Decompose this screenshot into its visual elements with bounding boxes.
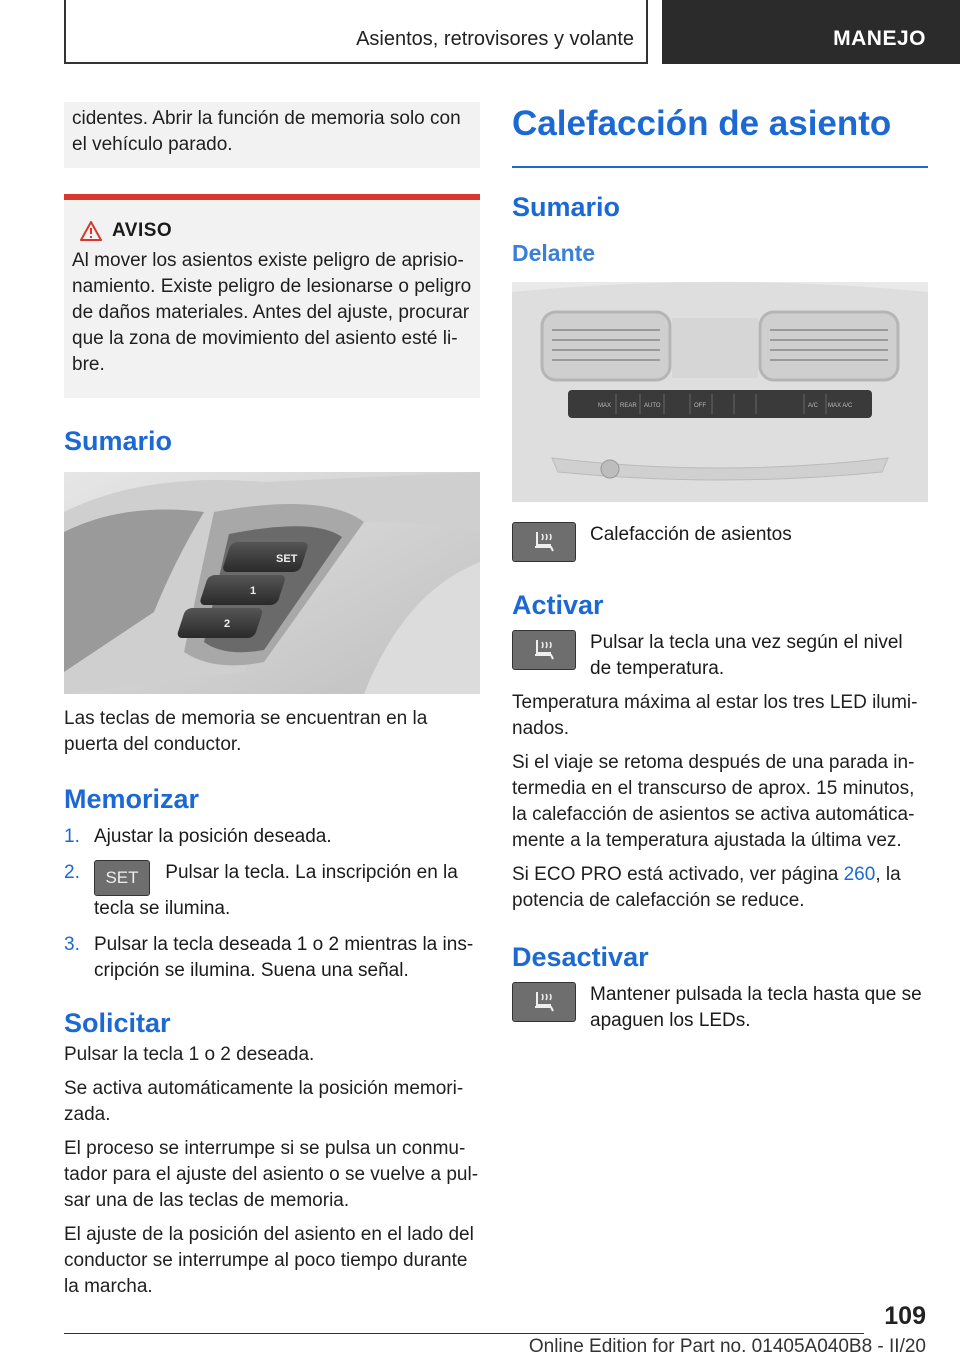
step-2 — [64, 860, 480, 922]
intro-box — [64, 102, 480, 168]
footer-rule — [64, 1333, 864, 1334]
seat-heating-key-icon-desactivar — [512, 982, 576, 1022]
panel-button-auto: AUTO — [644, 403, 661, 409]
header-section-title: Asientos, retrovisores y volante — [356, 28, 634, 50]
memorizar-heading: Memorizar — [64, 784, 200, 814]
seat-heating-key-icon-activar — [512, 630, 576, 670]
caption-row — [512, 522, 928, 562]
right-column — [512, 102, 928, 1034]
header-chapter-title: MANEJO — [833, 27, 926, 50]
panel-button-max-ac: MAX A/C — [828, 403, 853, 409]
eco-pro-para — [512, 862, 928, 914]
photo-key-1-label: 1 — [250, 585, 257, 597]
seat-heating-caption: Calefacción de asientos — [590, 524, 792, 545]
activar-heading: Activar — [512, 590, 604, 620]
footer-edition: Online Edition for Part no. 01405A040B8 - II/20 — [528, 1336, 926, 1357]
intro-text: cidentes. Abrir la función de memoria solo con el vehículo parado. — [72, 108, 461, 155]
section-title: Calefacción de asiento — [512, 104, 892, 143]
warning-text: Al mover los asientos existe peligro de aprisionamiento. Existe peligro de lesionarse o peligro de daños materiales. Antes del ajuste, procurar que la zona de movimiento del asiento esté libre. — [72, 250, 472, 375]
activar-row — [512, 630, 928, 682]
panel-button-ac: A/C — [808, 403, 819, 409]
step-2-text: Pulsar la tecla. La inscripción en la tecla se ilumina. — [94, 862, 458, 919]
solicitar-para-1: Pulsar la tecla 1 o 2 deseada. — [64, 1044, 315, 1065]
step-3 — [64, 932, 480, 984]
step-2-number: 2. — [64, 862, 80, 883]
warning-header — [80, 220, 472, 242]
step-1-text: Ajustar la posición deseada. — [94, 826, 332, 847]
warning-box — [64, 194, 480, 398]
header-chapter-tab[interactable] — [662, 0, 960, 64]
step-1-number: 1. — [64, 826, 80, 847]
panel-button-max: MAX — [598, 403, 612, 409]
delante-heading: Delante — [512, 240, 596, 266]
activar-text: Pulsar la tecla una vez según el nivel de temperatura. — [590, 632, 903, 679]
desactivar-row — [512, 982, 928, 1034]
title-rule — [512, 166, 928, 168]
step-3-number: 3. — [64, 934, 80, 955]
panel-button-off: OFF — [694, 403, 706, 409]
climate-panel-illustration — [512, 282, 928, 502]
header-section-tab — [64, 0, 648, 64]
solicitar-para-4: El ajuste de la posición del asiento en el lado del conductor se interrumpe al poco tiempo durante la marcha. — [64, 1224, 474, 1297]
eco-text-before: Si ECO PRO está activado, ver página — [512, 864, 844, 885]
panel-button-rear: REAR — [620, 403, 637, 409]
step-3-text: Pulsar la tecla deseada 1 o 2 mientras la inscripción se ilumina. Suena una señal. — [94, 934, 474, 981]
photo-key-2-label: 2 — [224, 618, 231, 630]
climate-panel-photo — [512, 282, 928, 502]
seat-heating-icon — [529, 637, 559, 663]
eco-text-after: , la potencia de calefacción se reduce. — [512, 864, 901, 911]
seat-heating-icon — [529, 529, 559, 555]
activar-para-2: Si el viaje se retoma después de una parada intermedia en el transcurso de aprox. 15 minutos, la calefacción de asientos se activa automáticamente a la temperatura ajustada la última vez. — [512, 752, 915, 851]
left-column — [64, 102, 480, 1300]
page-number: 109 — [884, 1302, 926, 1330]
right-sumario-heading: Sumario — [512, 192, 621, 222]
step-1 — [64, 824, 480, 850]
door-memory-keys-photo — [64, 472, 480, 694]
sumario-heading: Sumario — [64, 426, 173, 456]
desactivar-heading: Desactivar — [512, 942, 649, 972]
solicitar-heading: Solicitar — [64, 1008, 171, 1038]
door-panel-illustration — [64, 472, 480, 694]
desactivar-text: Mantener pulsada la tecla hasta que se apaguen los LEDs. — [590, 984, 922, 1031]
eco-page-link[interactable]: 260 — [843, 864, 876, 885]
activar-para-1: Temperatura máxima al estar los tres LED iluminados. — [512, 692, 918, 739]
set-key-icon: SET — [94, 860, 150, 896]
solicitar-para-3: El proceso se interrumpe si se pulsa un conmutador para el ajuste del asiento o se vuelve a pulsar una de las teclas de memoria. — [64, 1138, 479, 1211]
seat-heating-icon — [529, 989, 559, 1015]
warning-title: AVISO — [112, 220, 173, 241]
solicitar-para-2: Se activa automáticamente la posición memorizada. — [64, 1078, 464, 1125]
warning-triangle-icon — [80, 221, 102, 241]
photo-caption: Las teclas de memoria se encuentran en la puerta del conductor. — [64, 708, 428, 755]
seat-heating-key-icon — [512, 522, 576, 562]
photo-key-set-label: SET — [276, 553, 298, 565]
